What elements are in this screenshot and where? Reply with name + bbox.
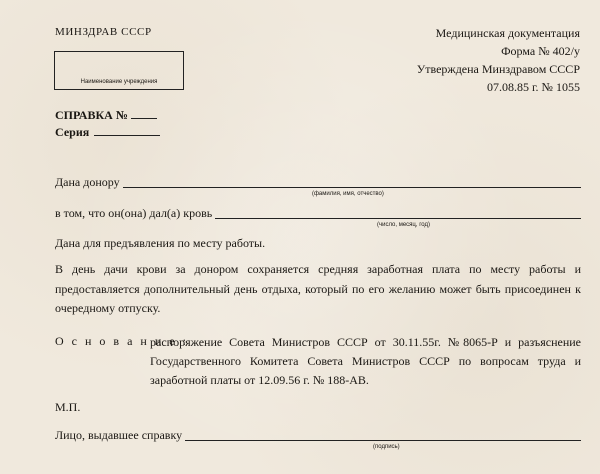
form-header-line-1: Медицинская документация xyxy=(435,26,580,40)
seal-place: М.П. xyxy=(55,400,81,414)
certificate-series-label: Серия xyxy=(55,125,90,139)
form-header-line-3: Утверждена Минздравом СССР xyxy=(416,62,580,76)
body-paragraph: В день дачи крови за донором сохраняется средняя заработная плата по месту работы и предоставляется дополнительный день отдыха, который по его желанию может быть присоединен к очередному отпуску. xyxy=(55,262,581,315)
donor-label: Дана донору xyxy=(55,175,120,189)
blood-date-field xyxy=(55,206,581,221)
form-header-block xyxy=(417,24,580,96)
certificate-number xyxy=(55,108,157,123)
place-text: Дана для предъявления по месту работы. xyxy=(55,236,266,250)
ministry-name: МИНЗДРАВ СССР xyxy=(55,26,152,38)
institution-stamp-box xyxy=(54,51,184,90)
certificate-series-blank[interactable] xyxy=(94,125,160,136)
issuer-field xyxy=(55,428,581,443)
donor-name-line[interactable] xyxy=(123,175,581,188)
blood-label: в том, что он(она) дал(а) кровь xyxy=(55,206,213,220)
blood-date-hint: (число, месяц, год) xyxy=(377,222,430,228)
form-header-line-2: Форма № 402/у xyxy=(501,44,580,58)
institution-caption: Наименование учреждения xyxy=(80,79,158,85)
blood-date-line[interactable] xyxy=(215,206,581,219)
certificate-series xyxy=(55,125,160,140)
donor-hint: (фамилия, имя, отчество) xyxy=(312,191,384,197)
form-header-line-4: 07.08.85 г. № 1055 xyxy=(486,80,580,94)
basis-text: распоряжение Совета Министров СССР от 30.11.55г. №8065-Р и разъяснение Государственного Комитета Совета Министров СССР по вопросам труда и заработной платы от 12.09.56 г. № 188-АВ. xyxy=(150,335,581,387)
certificate-number-blank[interactable] xyxy=(131,108,157,119)
issuer-label: Лицо, выдавшее справку xyxy=(55,428,183,442)
issuer-signature-line[interactable] xyxy=(185,428,581,441)
donor-field xyxy=(55,175,581,190)
certificate-number-label: СПРАВКА № xyxy=(55,108,128,122)
issuer-hint: (подпись) xyxy=(373,444,400,450)
basis-label: О с н о в а н и е : xyxy=(55,334,189,348)
